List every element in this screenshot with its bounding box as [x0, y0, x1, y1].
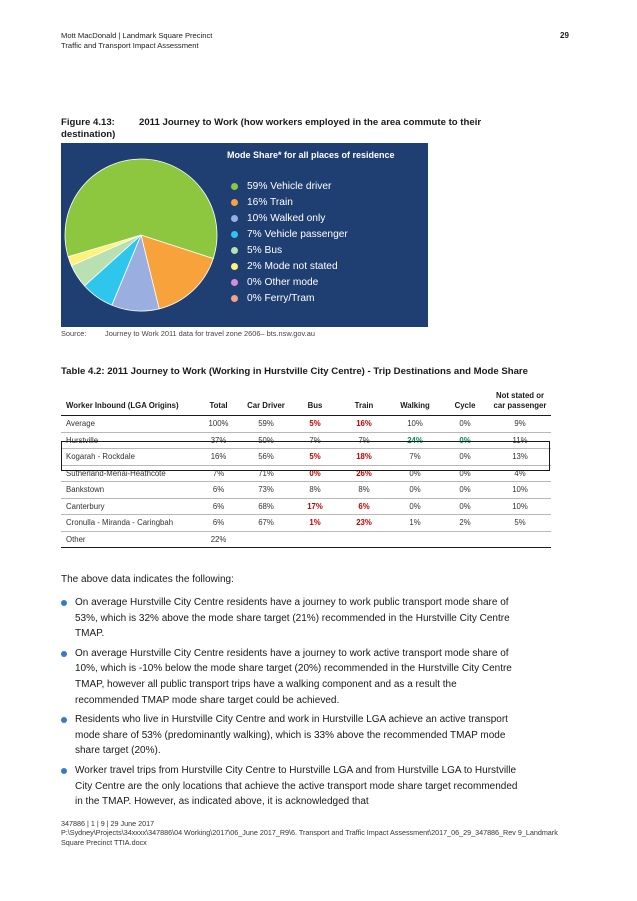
table-cell-train: 16%: [339, 416, 389, 433]
table-cell-total: 100%: [196, 416, 241, 433]
footer-line-1: 347886 | 1 | 9 | 29 June 2017: [61, 819, 155, 828]
table-cell-car-driver: 67%: [241, 515, 291, 532]
table-cell-train: 6%: [339, 498, 389, 515]
table-cell-bus: 8%: [291, 482, 339, 499]
col-header-train: Train: [339, 391, 389, 416]
bullet-item: On average Hurstville City Centre residents have a journey to work active transport mode share of 10%, which is -10% below the mode share target (20%) recommended in the Hurstville City Centre TMAP, however all public transport trips have a walking component and as a result the recommended TMAP mode share target could be achieved.: [61, 646, 521, 708]
table-cell-train: 8%: [339, 482, 389, 499]
chart-legend: [231, 178, 348, 306]
table-cell-bus: 5%: [291, 449, 339, 466]
table-cell-car-driver: 50%: [241, 432, 291, 449]
figure-title: 2011 Journey to Work (how workers employed in the area commute to their destination): [61, 117, 482, 140]
table-cell-car-passenger: 13%: [489, 449, 551, 466]
table-cell-cycle: 0%: [441, 482, 489, 499]
table-row: [61, 515, 551, 532]
source-label: Source:: [61, 329, 87, 338]
header-line-2: Traffic and Transport Impact Assessment: [61, 41, 199, 50]
table-cell-origin: Average: [61, 416, 196, 433]
table-cell-car-passenger: 5%: [489, 515, 551, 532]
col-header-car-passenger: Not stated or car passenger: [489, 391, 551, 416]
table-cell-total: 37%: [196, 432, 241, 449]
table-cell-total: 6%: [196, 482, 241, 499]
mode-share-chart: [61, 143, 428, 327]
pie-chart: [61, 143, 221, 327]
header-line-1: Mott MacDonald | Landmark Square Precinct: [61, 31, 213, 40]
legend-item: [231, 194, 348, 210]
chart-title: Mode Share* for all places of residence: [227, 150, 395, 160]
table-cell-total: 6%: [196, 515, 241, 532]
table-row: [61, 482, 551, 499]
figure-number: Figure 4.13:: [61, 117, 115, 128]
table-header-row: [61, 391, 551, 416]
legend-swatch: [231, 199, 238, 206]
col-header-total: Total: [196, 391, 241, 416]
intro-paragraph: The above data indicates the following:: [61, 574, 234, 585]
table-cell-walking: 0%: [389, 482, 441, 499]
table-cell-origin: Sutherland-Menai-Heathcote: [61, 465, 196, 482]
bullet-list: [61, 595, 521, 814]
footer-path: P:\Sydney\Projects\34xxxx\347886\04 Working\2017\06_June 2017_R9\6. Transport and Traffic Impact Assessment\2017_06_29_347886_Rev 9_Landmark Square Precinct TTIA.docx: [61, 828, 558, 847]
table-cell-train: 18%: [339, 449, 389, 466]
table-cell-cycle: 0%: [441, 416, 489, 433]
table-cell-origin: Canterbury: [61, 498, 196, 515]
running-header: [61, 31, 212, 51]
legend-label: 10% Walked only: [247, 212, 326, 224]
bullet-item: Worker travel trips from Hurstville City Centre to Hurstville LGA and from Hurstville LGA to Hurstville City Centre are the only locations that achieve the active transport mode share target recommended in the TMAP. However, as indicated above, it is acknowledged that: [61, 763, 521, 810]
table-cell-bus: 5%: [291, 416, 339, 433]
legend-swatch: [231, 263, 238, 270]
col-header-car-driver: Car Driver: [241, 391, 291, 416]
table-cell-origin: Other: [61, 531, 196, 548]
bullet-item: On average Hurstville City Centre residents have a journey to work public transport mode share of 53%, which is 32% above the mode share target (21%) recommended in the Hurstville City Centre TMAP.: [61, 595, 521, 642]
table-cell-cycle: 0%: [441, 449, 489, 466]
table-cell-car-driver: 68%: [241, 498, 291, 515]
table-cell-total: 6%: [196, 498, 241, 515]
table-cell-bus: 7%: [291, 432, 339, 449]
table-cell-bus: 17%: [291, 498, 339, 515]
table-cell-walking: [389, 531, 441, 548]
legend-label: 59% Vehicle driver: [247, 180, 332, 192]
table-row: [61, 531, 551, 548]
legend-swatch: [231, 279, 238, 286]
legend-item: [231, 210, 348, 226]
col-header-origin: Worker Inbound (LGA Origins): [61, 391, 196, 416]
table-cell-cycle: 0%: [441, 498, 489, 515]
table-cell-total: 22%: [196, 531, 241, 548]
table-row: [61, 498, 551, 515]
legend-label: 0% Ferry/Tram: [247, 292, 315, 304]
table-cell-train: [339, 531, 389, 548]
table-cell-car-passenger: [489, 531, 551, 548]
table-cell-walking: 1%: [389, 515, 441, 532]
table-cell-car-passenger: 11%: [489, 432, 551, 449]
table-cell-car-driver: 73%: [241, 482, 291, 499]
legend-label: 2% Mode not stated: [247, 260, 338, 272]
table-cell-total: 7%: [196, 465, 241, 482]
table-cell-origin: Hurstville: [61, 432, 196, 449]
legend-label: 16% Train: [247, 196, 293, 208]
table-row: [61, 416, 551, 433]
table-cell-car-driver: 71%: [241, 465, 291, 482]
legend-item: [231, 258, 348, 274]
table-cell-car-driver: [241, 531, 291, 548]
table-cell-bus: [291, 531, 339, 548]
table-cell-cycle: [441, 531, 489, 548]
table-cell-walking: 0%: [389, 498, 441, 515]
table-caption: Table 4.2: 2011 Journey to Work (Working in Hurstville City Centre) - Trip Destinations and Mode Share: [61, 366, 528, 377]
figure-caption: [61, 117, 531, 141]
table-cell-car-passenger: 9%: [489, 416, 551, 433]
table-cell-car-driver: 59%: [241, 416, 291, 433]
legend-item: [231, 226, 348, 242]
table-cell-walking: 24%: [389, 432, 441, 449]
table-cell-cycle: 2%: [441, 515, 489, 532]
legend-swatch: [231, 231, 238, 238]
highlight-box: [61, 441, 550, 471]
legend-item: [231, 178, 348, 194]
legend-swatch: [231, 183, 238, 190]
table-cell-origin: Cronulla - Miranda - Caringbah: [61, 515, 196, 532]
legend-swatch: [231, 247, 238, 254]
table-cell-origin: Bankstown: [61, 482, 196, 499]
table-cell-bus: 0%: [291, 465, 339, 482]
table-cell-train: 7%: [339, 432, 389, 449]
page-number: 29: [560, 31, 569, 40]
table-cell-bus: 1%: [291, 515, 339, 532]
page-footer: [61, 819, 561, 847]
col-header-walking: Walking: [389, 391, 441, 416]
legend-label: 7% Vehicle passenger: [247, 228, 348, 240]
legend-swatch: [231, 295, 238, 302]
figure-source: [61, 329, 315, 338]
col-header-bus: Bus: [291, 391, 339, 416]
table-cell-car-passenger: 10%: [489, 482, 551, 499]
legend-item: [231, 274, 348, 290]
table-cell-car-passenger: 4%: [489, 465, 551, 482]
table-cell-train: 23%: [339, 515, 389, 532]
table-cell-car-passenger: 10%: [489, 498, 551, 515]
legend-item: [231, 242, 348, 258]
legend-label: 0% Other mode: [247, 276, 319, 288]
table-cell-origin: Kogarah - Rockdale: [61, 449, 196, 466]
table-cell-walking: 7%: [389, 449, 441, 466]
legend-item: [231, 290, 348, 306]
bullet-item: Residents who live in Hurstville City Centre and work in Hurstville LGA achieve an active transport mode share of 53% (predominantly walking), which is 33% above the recommended TMAP mode share target (20%).: [61, 712, 521, 759]
table-cell-walking: 0%: [389, 465, 441, 482]
table-cell-train: 26%: [339, 465, 389, 482]
table-cell-cycle: 0%: [441, 432, 489, 449]
legend-label: 5% Bus: [247, 244, 283, 256]
table-cell-cycle: 0%: [441, 465, 489, 482]
source-text: Journey to Work 2011 data for travel zone 2606– bts.nsw.gov.au: [105, 329, 315, 338]
table-cell-total: 16%: [196, 449, 241, 466]
col-header-cycle: Cycle: [441, 391, 489, 416]
table-cell-walking: 10%: [389, 416, 441, 433]
legend-swatch: [231, 215, 238, 222]
table-cell-car-driver: 56%: [241, 449, 291, 466]
